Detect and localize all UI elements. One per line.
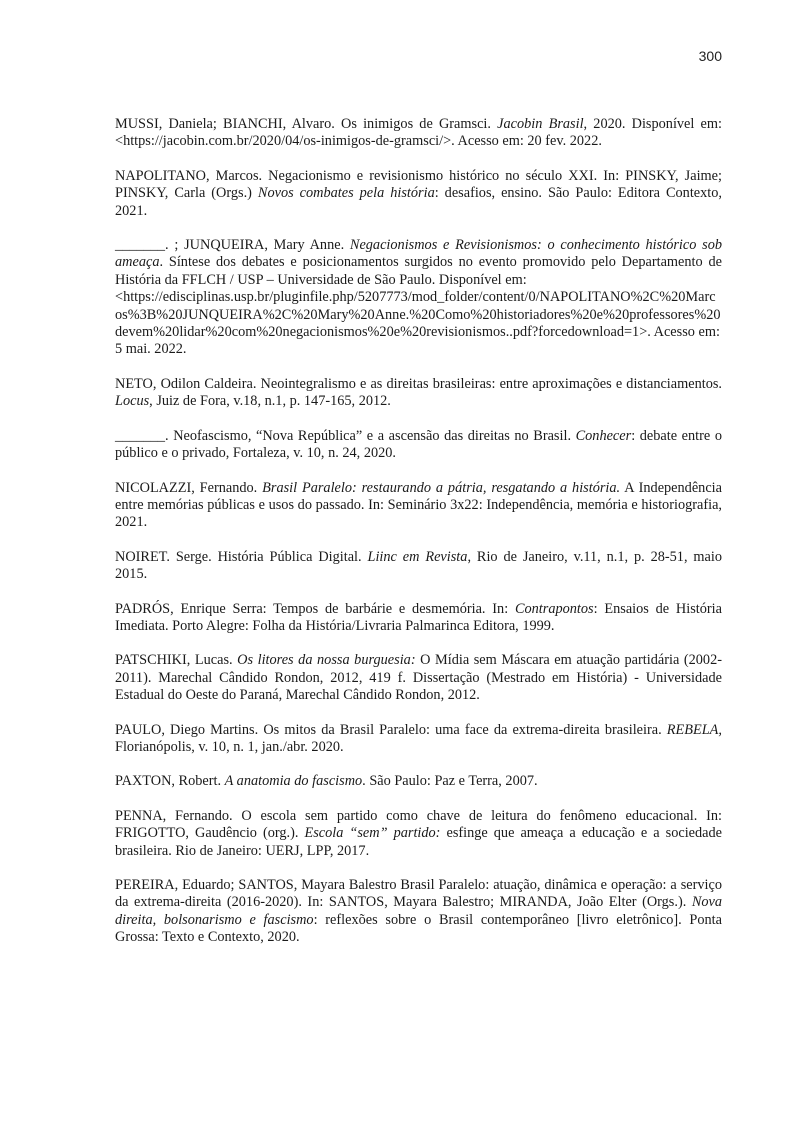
reference-entry: _______. ; JUNQUEIRA, Mary Anne. Negacionismos e Revisionismos: o conhecimento histórico sob ameaça. Síntese dos debates e posicionamentos surgidos no evento promovido pelo Departamento de História da FFLCH / USP – Universidade de São Paulo. Disponível em: <https://edisciplinas.usp.br/pluginfile.php/5207773/mod_folder/content/0/NAPOLITANO%2C%20Marcos%3B%20JUNQUEIRA%2C%20Mary%20Anne.%20Como%20historiadores%20e%20professores%20devem%20lidar%20com%20negacionismos%20e%20revisionismos..pdf?forcedownload=1>. Acesso em: 5 mai. 2022. xyxy=(115,237,722,358)
reference-entry: PAULO, Diego Martins. Os mitos da Brasil Paralelo: uma face da extrema-direita brasileira. REBELA, Florianópolis, v. 10, n. 1, jan./abr. 2020. xyxy=(115,721,722,755)
reference-list xyxy=(115,116,722,964)
reference-entry: PAXTON, Robert. A anatomia do fascismo. São Paulo: Paz e Terra, 2007. xyxy=(115,773,538,790)
page-number: 300 xyxy=(698,48,722,64)
reference-entry: _______. Neofascismo, “Nova República” e a ascensão das direitas no Brasil. Conhecer: debate entre o público e o privado, Fortaleza, v. 10, n. 24, 2020. xyxy=(115,427,722,462)
reference-entry: PADRÓS, Enrique Serra: Tempos de barbárie e desmemória. In: Contrapontos: Ensaios de História Imediata. Porto Alegre: Folha da História/Livraria Palmarinca Editora, 1999. xyxy=(115,600,722,634)
reference-entry: PENNA, Fernando. O escola sem partido como chave de leitura do fenômeno educacional. In: FRIGOTTO, Gaudêncio (org.). Escola “sem” partido: esfinge que ameaça a educação e a sociedade brasileira. Rio de Janeiro: UERJ, LPP, 2017. xyxy=(115,807,723,859)
reference-entry: PEREIRA, Eduardo; SANTOS, Mayara Balestro Brasil Paralelo: atuação, dinâmica e operação: a serviço da extrema-direita (2016-2020). In: SANTOS, Mayara Balestro; MIRANDA, João Elter (Orgs.). Nova direita, bolsonarismo e fascismo: reflexões sobre o Brasil contemporâneo [livro eletrônico]. Ponta Grossa: Texto e Contexto, 2020. xyxy=(115,877,722,946)
reference-entry: NAPOLITANO, Marcos. Negacionismo e revisionismo histórico no século XXI. In: PINSKY, Jaime; PINSKY, Carla (Orgs.) Novos combates pela história: desafios, ensino. São Paulo: Editora Contexto, 2021. xyxy=(115,167,722,219)
reference-entry: NOIRET. Serge. História Pública Digital. Liinc em Revista, Rio de Janeiro, v.11, n.1, p. 28-51, maio 2015. xyxy=(115,548,723,583)
reference-url: <https://edisciplinas.usp.br/pluginfile.php/5207773/mod_folder/content/0/NAPOLITANO%2C%20Marcos%3B%20JUNQUEIRA%2C%20Mary%20Anne.%20Como%20historiadores%20e%20professores%20devem%20lidar%20com%20negacionismos%20e%20revisionismos..pdf?forcedownload=1>. Acesso em: 5 mai. 2022. xyxy=(115,289,721,358)
reference-entry: NICOLAZZI, Fernando. Brasil Paralelo: restaurando a pátria, resgatando a história. A Independência entre memórias públicas e usos do passado. In: Seminário 3x22: Independência, memória e historiografia, 2021. xyxy=(115,479,722,531)
reference-entry: PATSCHIKI, Lucas. Os litores da nossa burguesia: O Mídia sem Máscara em atuação partidária (2002-2011). Marechal Cândido Rondon, 2012, 419 f. Dissertação (Mestrado em História) - Universidade Estadual do Oeste do Paraná, Marechal Cândido Rondon, 2012. xyxy=(115,652,722,704)
reference-entry: MUSSI, Daniela; BIANCHI, Alvaro. Os inimigos de Gramsci. Jacobin Brasil, 2020. Disponível em: <https://jacobin.com.br/2020/04/os-inimigos-de-gramsci/>. Acesso em: 20 fev. 2022. xyxy=(115,116,722,150)
reference-entry: NETO, Odilon Caldeira. Neointegralismo e as direitas brasileiras: entre aproximações e distanciamentos. Locus, Juiz de Fora, v.18, n.1, p. 147-165, 2012. xyxy=(115,375,722,410)
